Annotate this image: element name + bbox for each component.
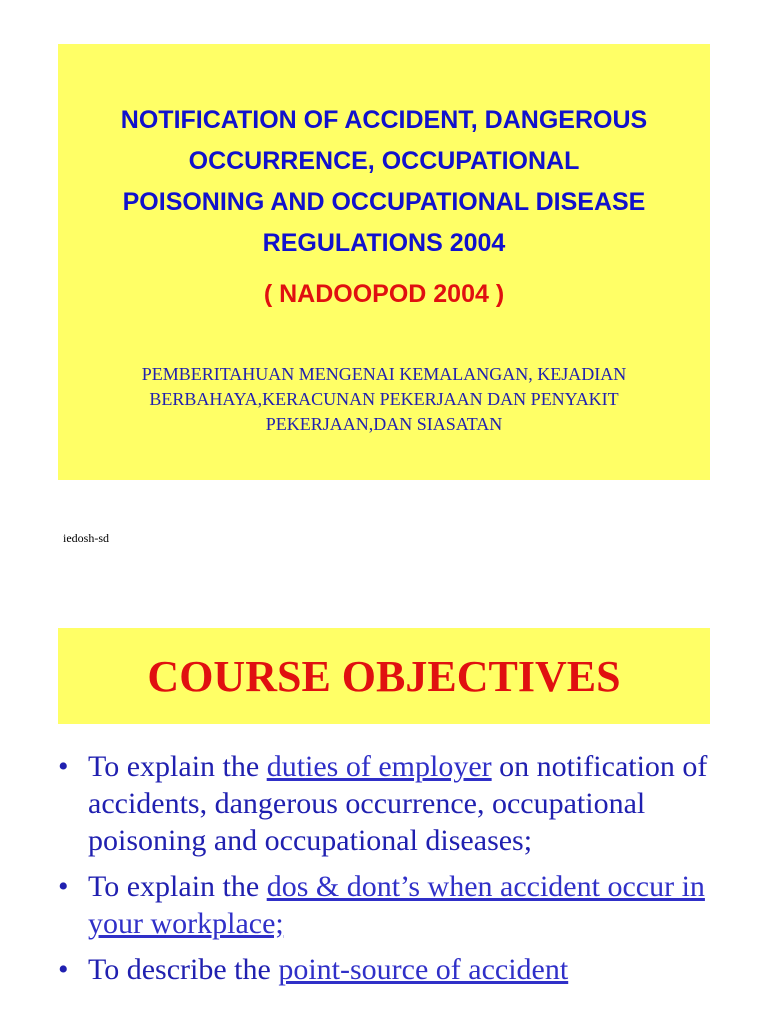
objective-link[interactable]: dos & dont’s when accident occur in your workplace;: [88, 870, 705, 940]
bullet-text-pre: To describe the: [88, 953, 279, 986]
document-abbreviation: ( NADOOPOD 2004 ): [263, 280, 505, 308]
section-heading: COURSE OBJECTIVES: [147, 652, 621, 701]
list-item: [58, 748, 738, 859]
bullet-icon: •: [58, 953, 69, 986]
list-item: [58, 951, 738, 988]
malay-translation: [58, 362, 710, 437]
bullet-text-post: on notification of accidents, dangerous occurrence, occupational poisoning and occupational diseases;: [88, 750, 708, 857]
bullet-text-pre: To explain the: [88, 870, 267, 903]
list-item: [58, 868, 738, 942]
title-line: REGULATIONS 2004: [262, 229, 506, 257]
objective-link[interactable]: duties of employer: [266, 750, 492, 783]
malay-line: BERBAHAYA,KERACUNAN PEKERJAAN DAN PENYAKIT: [149, 389, 619, 409]
document-title: [0, 100, 768, 264]
title-line: OCCURRENCE, OCCUPATIONAL: [188, 147, 580, 175]
bullet-icon: •: [58, 750, 69, 783]
title-line: NOTIFICATION OF ACCIDENT, DANGEROUS: [120, 106, 648, 134]
objective-link[interactable]: point-source of accident: [278, 953, 569, 986]
malay-line: PEKERJAAN,DAN SIASATAN: [265, 414, 503, 434]
malay-line: PEMBERITAHUAN MENGENAI KEMALANGAN, KEJADIAN: [141, 364, 627, 384]
objectives-list: [58, 748, 738, 997]
bullet-text-pre: To explain the: [88, 750, 267, 783]
title-line: POISONING AND OCCUPATIONAL DISEASE: [122, 188, 646, 216]
bullet-icon: •: [58, 870, 69, 903]
slide-footer: iedosh-sd: [63, 531, 109, 545]
